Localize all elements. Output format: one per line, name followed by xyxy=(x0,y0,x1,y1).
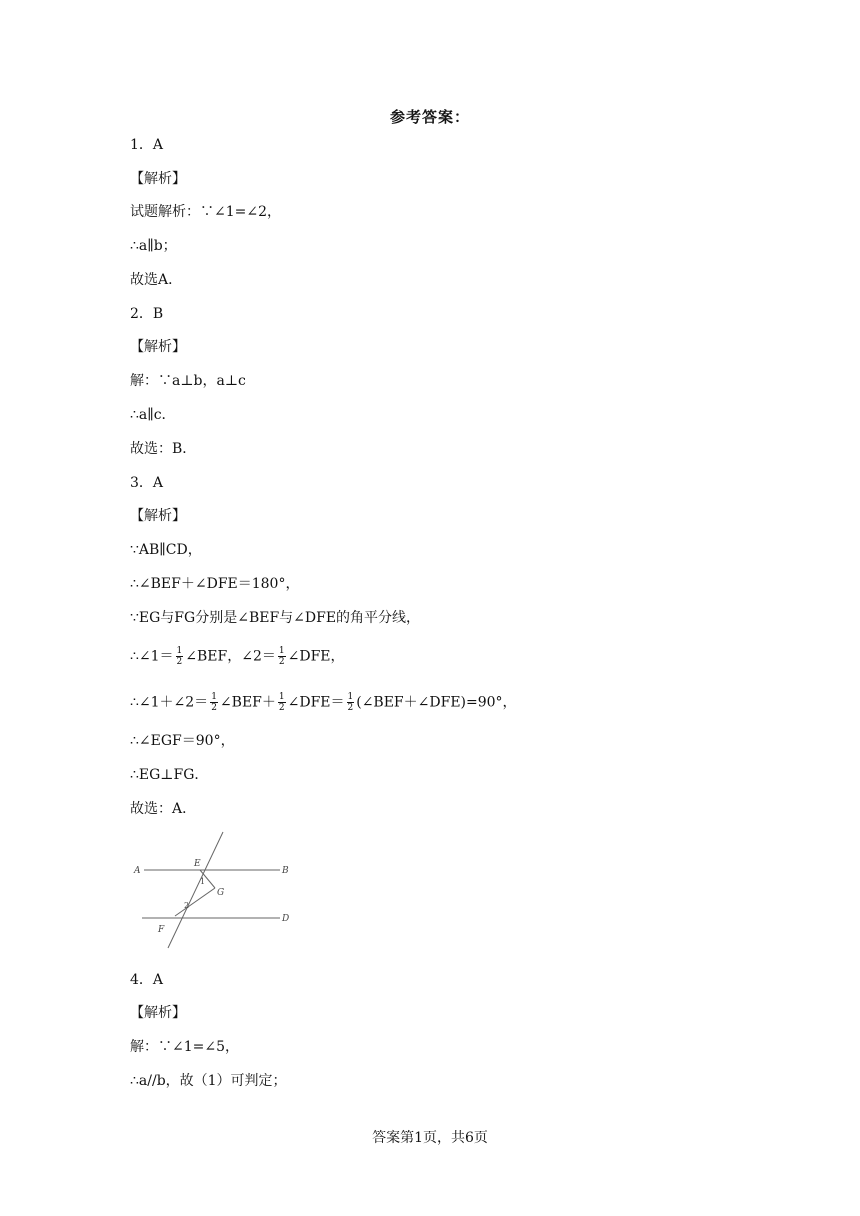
answer-3-line-5: ∴∠1＋∠2＝ $\frac{1}{2}$ ∠BEF＋ $\frac{1}{2}$ ∠DFE＝ $\frac{1}{2}$ (∠BEF＋∠DFE)=90°， xyxy=(130,692,517,713)
answer-1-number: 1．A xyxy=(130,137,164,153)
answer-3-analysis-tag: 【解析】 xyxy=(130,508,186,524)
label-a: A xyxy=(134,866,141,876)
answer-1-line-3: 故选A． xyxy=(130,272,183,288)
page-footer: 答案第1页，共6页 xyxy=(372,1130,488,1146)
answer-4-analysis-tag: 【解析】 xyxy=(130,1005,186,1021)
geometry-figure xyxy=(130,830,300,955)
answer-3-line-8: 故选：A． xyxy=(130,801,197,817)
label-e: E xyxy=(194,859,201,869)
answer-1-line-1: 试题解析：∵∠1=∠2， xyxy=(130,204,282,220)
answer-3-line-1: ∵AB∥CD， xyxy=(130,542,202,558)
label-g: G xyxy=(217,888,225,898)
answer-2-analysis-tag: 【解析】 xyxy=(130,339,186,355)
answer-2-number: 2．B xyxy=(130,306,164,322)
answer-4-line-1: 解：∵∠1=∠5， xyxy=(130,1039,240,1055)
answer-2-line-1: 解：∵a⊥b，a⊥c xyxy=(130,373,246,389)
answer-1-analysis-tag: 【解析】 xyxy=(130,171,186,187)
page-title: 参考答案： xyxy=(389,108,470,126)
fraction-half: $\frac{1}{2}$ xyxy=(211,692,217,713)
label-angle-2: 2 xyxy=(184,901,190,910)
fraction-half: $\frac{1}{2}$ xyxy=(278,692,285,713)
fraction-half: $\frac{1}{2}$ xyxy=(278,646,285,667)
label-angle-1: 1 xyxy=(200,877,206,886)
answer-2-line-3: 故选：B． xyxy=(130,441,197,457)
fraction-half: $\frac{1}{2}$ xyxy=(347,692,354,713)
label-b: B xyxy=(282,866,289,876)
answer-3-line-7: ∴EG⊥FG． xyxy=(130,767,209,783)
answer-3-line-4: ∴∠1＝ $\frac{1}{2}$ ∠BEF，∠2＝ $\frac{1}{2}$ ∠DFE， xyxy=(130,646,345,667)
label-f: F xyxy=(158,925,165,935)
answer-4-line-2: ∴a//b，故（1）可判定； xyxy=(130,1073,287,1089)
answer-2-line-2: ∴a∥c． xyxy=(130,407,176,423)
answer-3-line-3: ∵EG与FG分别是∠BEF与∠DFE的角平分线， xyxy=(130,610,421,626)
label-d: D xyxy=(282,914,290,924)
answer-3-number: 3．A xyxy=(130,475,164,491)
fraction-half: $\frac{1}{2}$ xyxy=(176,646,183,667)
transversal-ef xyxy=(168,832,223,948)
answer-3-line-2: ∴∠BEF＋∠DFE＝180°， xyxy=(130,576,300,592)
answer-4-number: 4．A xyxy=(130,972,164,988)
answer-3-line-6: ∴∠EGF＝90°， xyxy=(130,733,235,749)
answer-1-line-2: ∴a∥b； xyxy=(130,238,177,254)
